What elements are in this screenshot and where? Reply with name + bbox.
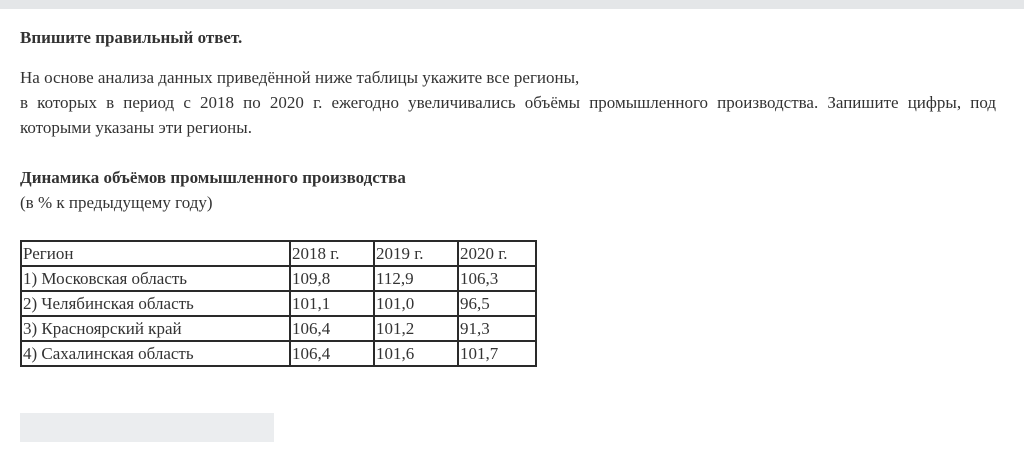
- value-cell-2018: 106,4: [290, 316, 374, 341]
- table-row: [21, 341, 536, 366]
- region-cell: 3) Красноярский край: [21, 316, 290, 341]
- region-cell: 2) Челябинская область: [21, 291, 290, 316]
- header-cell-2020: 2020 г.: [458, 241, 536, 266]
- data-table: [20, 240, 537, 367]
- value-cell-2020: 101,7: [458, 341, 536, 366]
- question-text: [20, 65, 996, 140]
- region-cell: 1) Московская область: [21, 266, 290, 291]
- value-cell-2018: 109,8: [290, 266, 374, 291]
- table-row: [21, 266, 536, 291]
- value-cell-2020: 91,3: [458, 316, 536, 341]
- question-line-1: На основе анализа данных приведённой ниже таблицы укажите все регионы,: [20, 68, 580, 87]
- value-cell-2018: 106,4: [290, 341, 374, 366]
- value-cell-2019: 112,9: [374, 266, 458, 291]
- value-cell-2020: 96,5: [458, 291, 536, 316]
- top-bar: [0, 0, 1024, 9]
- value-cell-2019: 101,2: [374, 316, 458, 341]
- value-cell-2018: 101,1: [290, 291, 374, 316]
- header-cell-region: Регион: [21, 241, 290, 266]
- table-row: [21, 291, 536, 316]
- instruction-text: Впишите правильный ответ.: [20, 28, 243, 47]
- question-line-3: которыми указаны эти регионы.: [20, 118, 252, 137]
- table-row: [21, 316, 536, 341]
- value-cell-2020: 106,3: [458, 266, 536, 291]
- header-cell-2019: 2019 г.: [374, 241, 458, 266]
- region-cell: 4) Сахалинская область: [21, 341, 290, 366]
- answer-input[interactable]: [20, 413, 274, 442]
- value-cell-2019: 101,6: [374, 341, 458, 366]
- value-cell-2019: 101,0: [374, 291, 458, 316]
- table-header-row: [21, 241, 536, 266]
- header-cell-2018: 2018 г.: [290, 241, 374, 266]
- question-line-2: в которых в период с 2018 по 2020 г. ежегодно увеличивались объёмы промышленного производства. Запишите цифры, под: [20, 93, 996, 112]
- table-title: Динамика объёмов промышленного производства: [20, 168, 406, 187]
- table-subtitle: (в % к предыдущему году): [20, 193, 213, 212]
